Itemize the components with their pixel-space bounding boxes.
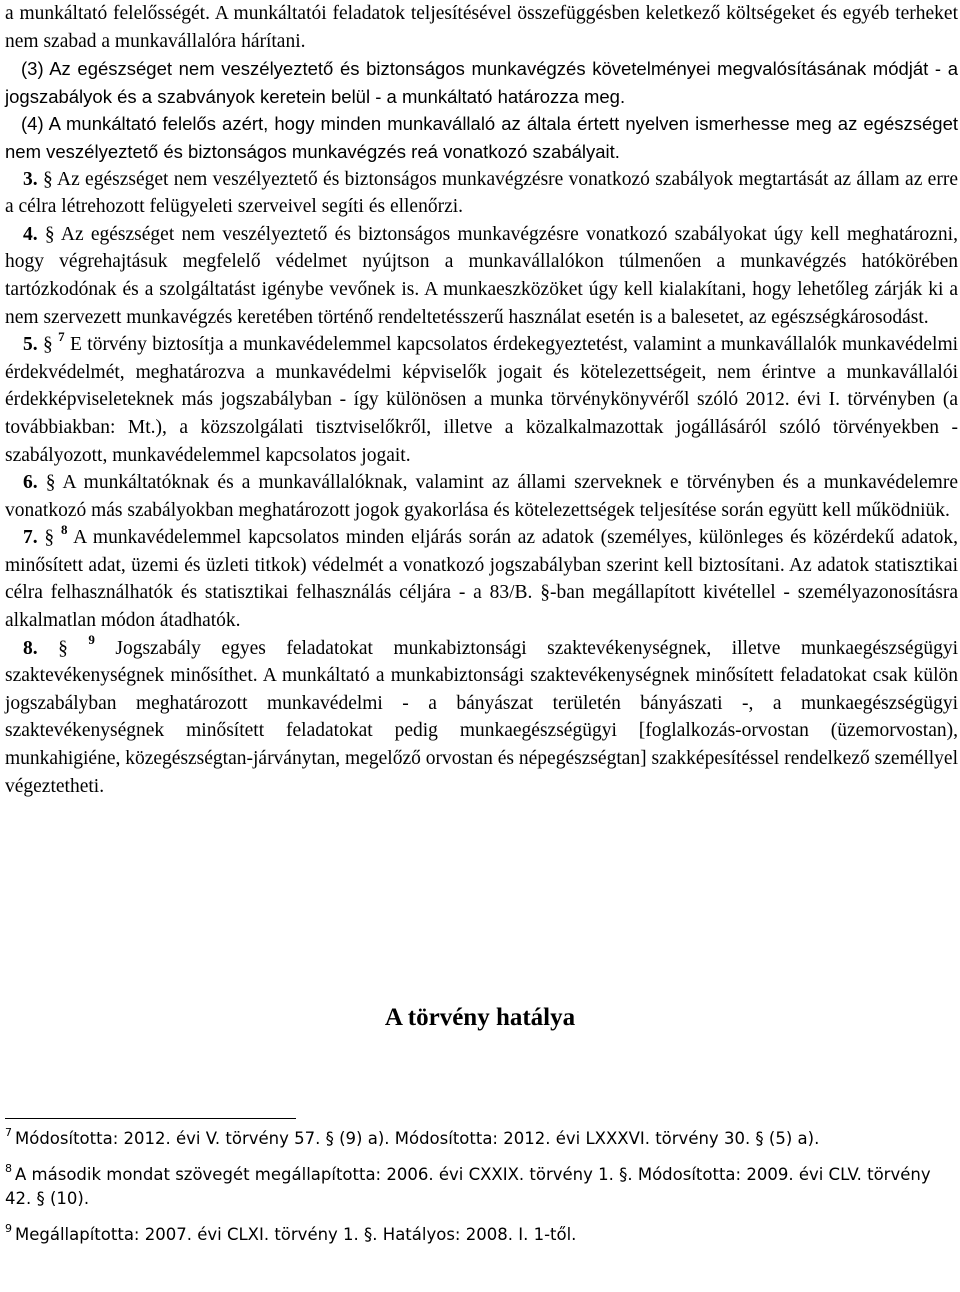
section-5 xyxy=(5,328,959,469)
document-body xyxy=(5,0,958,800)
footnote-number: 8 xyxy=(5,1161,12,1175)
footnote-ref-9[interactable]: 9 xyxy=(88,632,95,648)
section-number: 4. xyxy=(23,223,38,245)
section-6 xyxy=(5,469,958,524)
footnote-ref-7[interactable]: 7 xyxy=(58,328,65,344)
footnotes xyxy=(5,1127,955,1247)
section-text: Jogszabály egyes feladatokat munkabiztonsági szaktevékenységnek, illetve munkaegészségügyi szaktevékenységnek minősíthet. A munkáltató a munkabiztonsági szaktevékenységnek minősített feladatokat csak külön jogszabályban meghatározott munkavédelmi - a bányászat területén bányászati -, a munkaegészségügyi szaktevékenységnek minősített feladatokat pedig munkaegészségügyi [foglalkozás-orvostan (üzemorvostan), munkahigiéne, közegészségtan-járványtan, megelőző orvostan és népegészségtan] szakképesítéssel rendelkező személlyel végeztetheti. xyxy=(5,637,958,797)
section-text: A munkavédelemmel kapcsolatos minden eljárás során az adatok (személyes, különleges és közérdekű adatok, minősített adat, üzemi és üzleti titkok) védelmét a vonatkozó jogszabályban szerint kell biztosítani. Az adatok statisztikai célra felhasználhatók és statisztikai felhasználás céljára - a 83/B. §-ban megállapított kivétellel - személyazonosításra alkalmatlan módon átadhatók. xyxy=(5,527,958,632)
section-7 xyxy=(5,521,958,634)
footnote-8 xyxy=(5,1163,955,1211)
section-4 xyxy=(5,221,958,331)
footnote-text: A második mondat szövegét megállapította: 2006. évi CXXIX. törvény 1. §. Módosította: 2009. évi CLV. törvény 42. § (10). xyxy=(5,1165,931,1208)
paragraph-continuation xyxy=(5,0,958,55)
footnote-9 xyxy=(5,1223,955,1247)
section-symbol: § xyxy=(42,168,53,190)
footnote-text: Módosította: 2012. évi V. törvény 57. § (9) a). Módosította: 2012. évi LXXXVI. törvény 30. § (5) a). xyxy=(15,1129,820,1148)
paragraph-subsection-4 xyxy=(5,110,958,165)
section-text: Az egészséget nem veszélyeztető és biztonságos munkavégzésre vonatkozó szabályok megtartását az állam az erre a célra létrehozott felügyeleti szerveivel segíti és ellenőrzi. xyxy=(5,168,958,218)
section-number: 6. xyxy=(23,472,38,494)
section-3 xyxy=(5,166,958,221)
section-text: Az egészséget nem veszélyeztető és biztonságos munkavégzésre vonatkozó szabályokat úgy kell meghatározni, hogy végrehajtásuk megfelelő védelmet nyújtson a munkavállalókon túlmenően a munkavégzés hatókörében tartózkodónak és a szolgáltatást igénybe vevőnek is. A munkaeszközöket úgy kell kialakítani, hogy lehetőleg zárják ki a nem szervezett munkavégzés keretében történő rendeltetésszerű használat esetén is a balesetet, az egészségkárosodást. xyxy=(5,223,958,328)
paragraph-text: (3) Az egészséget nem veszélyeztető és biztonságos munkavégzés követelményei megvalósításának módját - a jogszabályok és a szabványok keretein belül - a munkáltató határozza meg. xyxy=(5,58,958,107)
footnote-separator xyxy=(5,1118,296,1119)
section-text: E törvény biztosítja a munkavédelemmel kapcsolatos érdekegyeztetést, valamint a munkavállalók munkavédelmi érdekvédelmét, meghatározva a munkavédelmi képviselők jogait és kötelezettségeit, nem érintve a munkavállalói érdekképviseleteknek más jogszabályban - így különösen a munka törvénykönyvéről szóló 2012. évi I. törvényben (a továbbiakban: Mt.), a közszolgálati tisztviselőkről, illetve a közalkalmazottak jogállásáról szóló törvényekben - szabályozott, munkavédelemmel kapcsolatos jogait. xyxy=(5,334,959,466)
section-number: 8. xyxy=(23,637,38,659)
section-symbol: § xyxy=(44,527,55,549)
section-number: 5. xyxy=(23,334,38,356)
section-symbol: § xyxy=(43,334,53,356)
section-symbol: § xyxy=(45,472,56,494)
section-heading: A törvény hatálya xyxy=(384,1004,576,1031)
section-number: 7. xyxy=(23,527,38,549)
section-symbol: § xyxy=(44,223,55,245)
section-8 xyxy=(5,632,958,801)
footnote-ref-8[interactable]: 8 xyxy=(60,521,68,537)
paragraph-text: (4) A munkáltató felelős azért, hogy minden munkavállaló az általa értett nyelven ismerhesse meg az egészséget nem veszélyeztető és biztonságos munkavégzés reá vonatkozó szabályait. xyxy=(5,113,958,162)
footnote-number: 9 xyxy=(5,1221,12,1235)
section-symbol: § xyxy=(58,637,68,659)
section-text: A munkáltatóknak és a munkavállalóknak, valamint az állami szerveknek e törvényben és a munkavédelemre vonatkozó más szabályokban meghatározott jogok gyakorlása és kötelezettségek teljesítése során együtt kell működniük. xyxy=(5,472,959,521)
footnote-7 xyxy=(5,1127,955,1151)
document-page xyxy=(5,0,958,800)
footnote-text: Megállapította: 2007. évi CLXI. törvény 1. §. Hatályos: 2008. I. 1-től. xyxy=(15,1225,577,1244)
footnote-number: 7 xyxy=(5,1125,12,1139)
paragraph-text: a munkáltató felelősségét. A munkáltatói feladatok teljesítésével összefüggésben keletkező költségeket és egyéb terheket nem szabad a munkavállalóra hárítani. xyxy=(5,3,958,52)
paragraph-subsection-3 xyxy=(5,55,958,110)
section-number: 3. xyxy=(23,168,38,190)
